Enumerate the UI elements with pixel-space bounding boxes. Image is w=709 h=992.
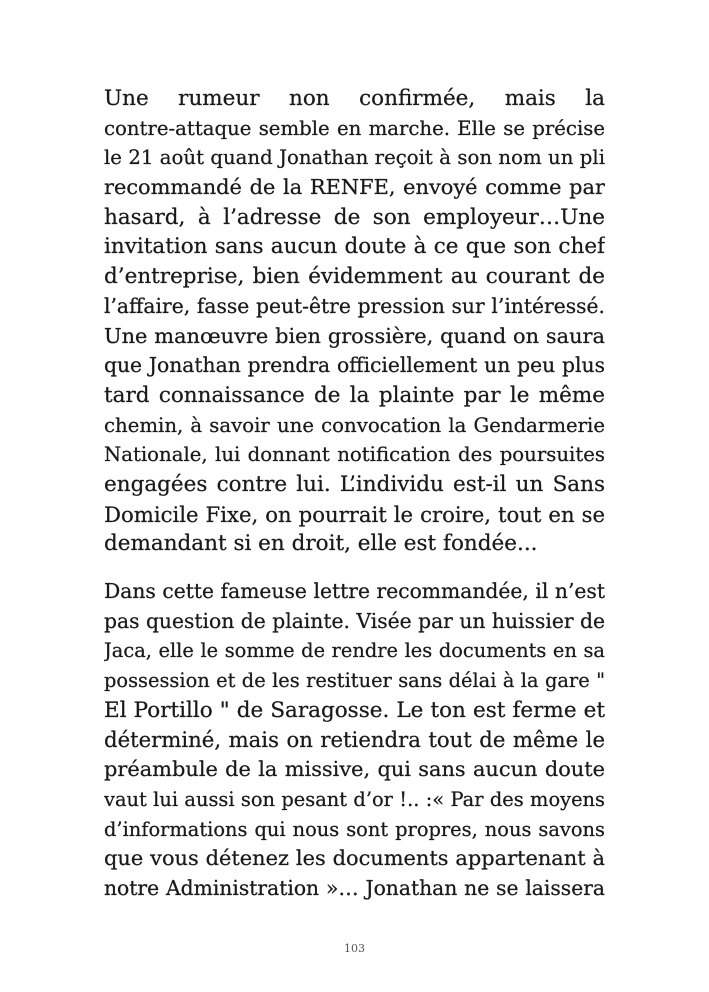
paragraph-1	[104, 84, 605, 559]
paragraph-1-line-3: le 21 août quand Jonathan reçoit à son nom un pli	[104, 146, 605, 170]
paragraph-1-line-12: chemin, à savoir une convocation la Gendarmerie	[104, 413, 605, 437]
paragraph-1-line-8: l’affaire, fasse peut-être pression sur l’intéressé.	[104, 293, 605, 318]
paragraph-2-line-7: préambule de la missive, qui sans aucun doute	[104, 757, 605, 782]
paragraph-1-line-4: recommandé de la RENFE, envoyé comme par	[104, 175, 605, 200]
paragraph-2-line-8: vaut lui aussi son pesant d’or !.. :« Par des moyens	[104, 787, 605, 811]
page-number: 103	[344, 942, 365, 955]
paragraph-1-line-15: Domicile Fixe, on pourrait le croire, tout en se	[104, 501, 605, 527]
paragraph-2-line-3: Jaca, elle le somme de rendre les documents en sa	[104, 639, 605, 663]
paragraph-2-line-6: déterminé, mais on retiendra tout de même le	[104, 727, 605, 753]
paragraph-1-line-11: tard connaissance de la plainte par le même	[104, 382, 605, 408]
paragraph-1-line-16: demandant si en droit, elle est fondée...	[104, 531, 538, 557]
paragraph-1-line-13: Nationale, lui donnant notification des poursuites	[104, 443, 605, 467]
paragraph-2-line-1: Dans cette fameuse lettre recommandée, il n’est	[104, 579, 605, 603]
paragraph-1-line-7: d’entreprise, bien évidemment au courant de	[104, 264, 605, 290]
paragraph-1-line-2: contre-attaque semble en marche. Elle se précise	[104, 116, 605, 140]
paragraph-1-line-9: Une manœuvre bien grossière, quand on saura	[104, 323, 605, 348]
paragraph-2-line-2: pas question de plainte. Visée par un huissier de	[104, 608, 605, 633]
paragraph-2-line-10: que vous détenez les documents appartenant à	[104, 846, 605, 871]
paragraph-1-line-10: que Jonathan prendra officiellement un peu plus	[104, 353, 605, 378]
paragraph-1-line-6: invitation sans aucun doute à ce que son chef	[104, 234, 605, 260]
paragraph-2-line-4: possession et de les restituer sans délai à la gare "	[104, 669, 605, 693]
paragraph-2-line-5: El Portillo " de Saragosse. Le ton est ferme et	[104, 697, 605, 723]
paragraph-2-line-11: notre Administration »… Jonathan ne se laissera	[104, 875, 605, 900]
paragraph-1-line-14: engagées contre lui. L’individu est-il un Sans	[104, 471, 605, 497]
paragraph-1-line-1: Une rumeur non confirmée, mais la	[104, 86, 605, 111]
paragraph-2	[104, 577, 605, 904]
paragraph-2-line-9: d’informations qui nous sont propres, nous savons	[104, 817, 605, 841]
paragraph-1-line-5: hasard, à l’adresse de son employeur…Une	[104, 204, 605, 230]
